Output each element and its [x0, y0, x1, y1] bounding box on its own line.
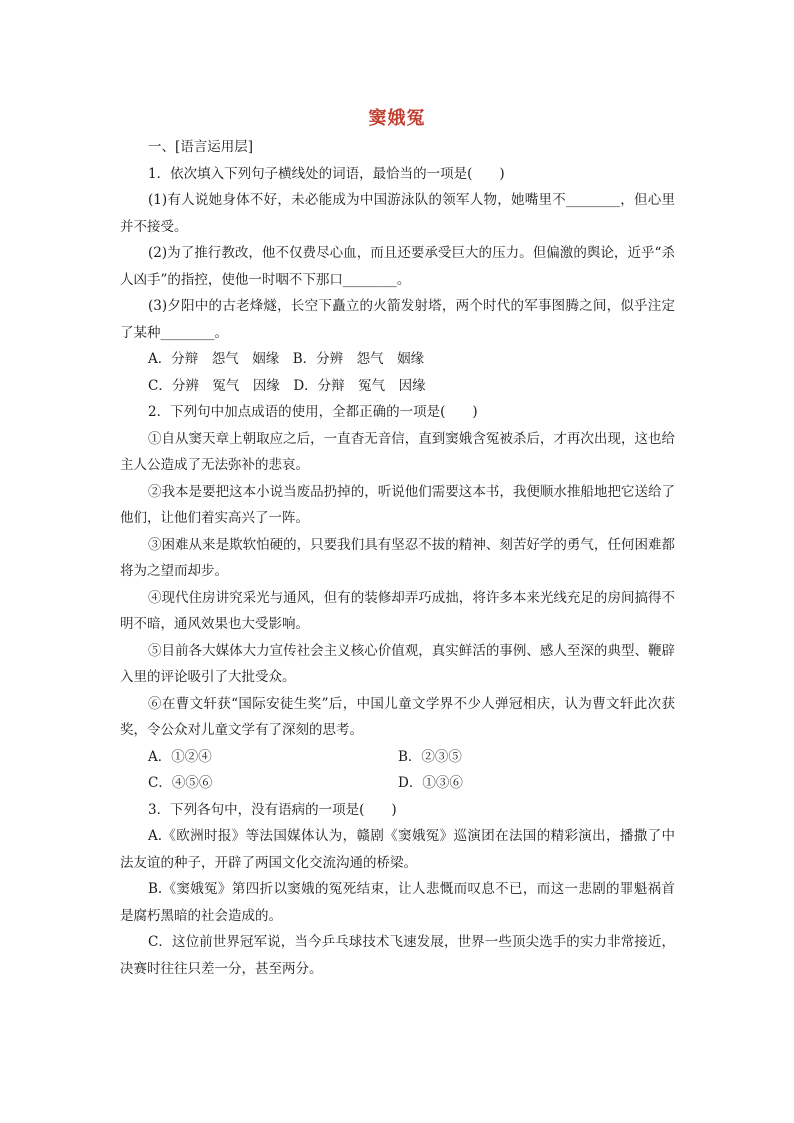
q1-options-ab: A．分辩 怨气 姻缘 B．分辨 怨气 姻缘 — [148, 351, 425, 367]
q3-stem: 3．下列各句中，没有语病的一项是( ) — [148, 801, 397, 818]
q3-option-a: A.《欧洲时报》等法国媒体认为，赣剧《窦娥冤》巡演团在法国的精彩演出，播撒了中法友谊的种子，开辟了两国文化交流沟通的桥梁。 — [120, 828, 675, 871]
q2-option-c: C．④⑤⑥ — [148, 775, 213, 791]
q2-option-a: A．①②④ — [148, 748, 212, 765]
q2-item-6: ⑥在曹文轩获“国际安徒生奖”后，中国儿童文学界不少人弹冠相庆，认为曹文轩此次获奖，令公众对儿童文学有了深刻的思考。 — [120, 695, 675, 738]
section-heading: 一、[语言运用层] — [148, 139, 254, 155]
q2-item-2: ②我本是要把这本小说当废品扔掉的，听说他们需要这本书，我便顺水推船地把它送给了他们，让他们着实高兴了一阵。 — [120, 483, 675, 526]
q1-stem: 1．依次填入下列句子横线处的词语，最恰当的一项是( ) — [148, 165, 505, 182]
page-title: 窦娥冤 — [368, 108, 426, 129]
q2-option-d: D．①③⑥ — [398, 775, 463, 791]
q3-option-b: B.《窦娥冤》第四折以窦娥的冤死结束，让人悲慨而叹息不已，而这一悲剧的罪魁祸首是腐朽黑暗的社会造成的。 — [120, 881, 675, 924]
q1-sentence-2: (2)为了推行教改，他不仅费尽心血，而且还要承受巨大的压力。但偏激的舆论，近乎“杀人凶手”的指控，使他一时咽不下那口________。 — [120, 245, 675, 288]
q2-item-4: ④现代住房讲究采光与通风，但有的装修却弄巧成拙，将许多本来光线充足的房间搞得不明不暗，通风效果也大受影响。 — [120, 589, 675, 632]
q2-item-1: ①自从窦天章上朝取应之后，一直杳无音信，直到窦娥含冤被杀后，才再次出现，这也给主人公造成了无法弥补的悲哀。 — [120, 430, 675, 473]
q1-options-cd: C．分辨 冤气 因缘 D．分辩 冤气 因缘 — [148, 377, 426, 394]
q1-sentence-3: (3)夕阳中的古老烽燧，长空下矗立的火箭发射塔，两个时代的军事图腾之间，似乎注定了某种________。 — [120, 298, 675, 341]
q2-options — [120, 744, 675, 797]
q2-stem: 2．下列句中加点成语的使用，全都正确的一项是( ) — [148, 404, 478, 420]
q2-option-b: B．②③⑤ — [398, 748, 462, 765]
q3-option-c: C．这位前世界冠军说，当今乒乓球技术飞速发展，世界一些顶尖选手的实力非常接近，决赛时往往只差一分，甚至两分。 — [120, 934, 675, 977]
content — [120, 134, 675, 982]
q1-sentence-1: (1)有人说她身体不好，未必能成为中国游泳队的领军人物，她嘴里不________，但心里并不接受。 — [120, 192, 675, 235]
q2-item-3: ③困难从来是欺软怕硬的，只要我们具有坚忍不拔的精神、刻苦好学的勇气，任何困难都将为之望而却步。 — [120, 536, 675, 579]
q2-item-5: ⑤目前各大媒体大力宣传社会主义核心价值观，真实鲜活的事例、感人至深的典型、鞭辟入里的评论吸引了大批受众。 — [120, 642, 675, 685]
